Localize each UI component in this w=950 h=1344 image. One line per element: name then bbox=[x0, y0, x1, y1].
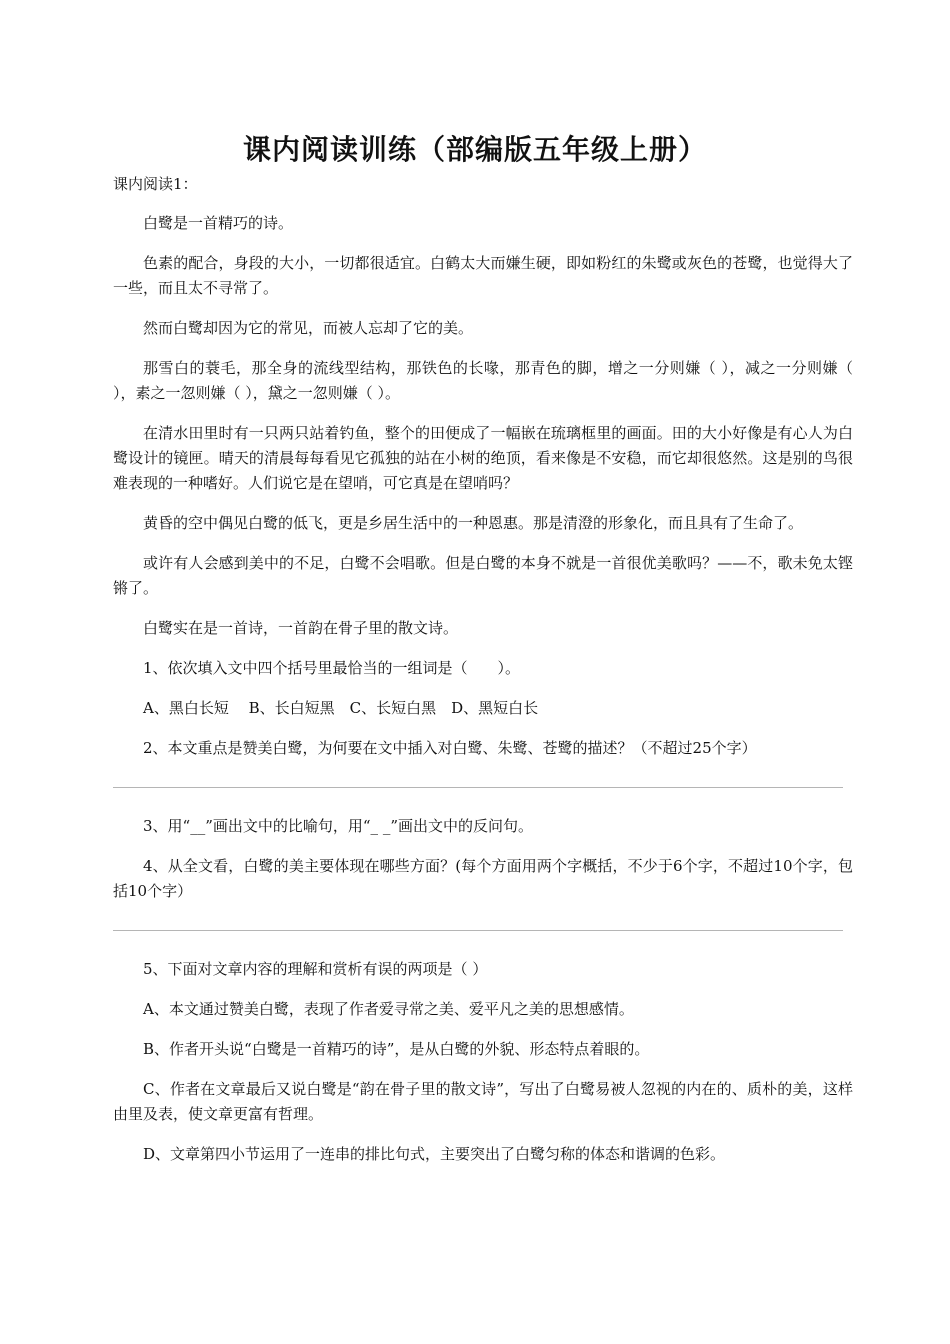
passage-paragraph-2: 色素的配合，身段的大小，一切都很适宜。白鹤太大而嫌生硬，即如粉红的朱鹭或灰色的苍鹭，也觉得大了一些，而且太不寻常了。 bbox=[113, 254, 853, 297]
answer-line-q4 bbox=[113, 930, 843, 931]
question-5-option-c: C、作者在文章最后又说白鹭是“韵在骨子里的散文诗”，写出了白鹭易被人忽视的内在的、质朴的美，这样由里及表，使文章更富有哲理。 bbox=[113, 1080, 853, 1123]
passage-paragraph-1: 白鹭是一首精巧的诗。 bbox=[143, 214, 294, 232]
question-5-option-a: A、本文通过赞美白鹭，表现了作者爱寻常之美、爱平凡之美的思想感情。 bbox=[143, 1000, 634, 1018]
passage-paragraph-8: 白鹭实在是一首诗，一首韵在骨子里的散文诗。 bbox=[143, 619, 459, 637]
question-1: 1、依次填入文中四个括号里最恰当的一组词是（ ）。 bbox=[143, 659, 521, 677]
page-title: 课内阅读训练（部编版五年级上册） bbox=[242, 133, 707, 166]
question-5-option-b: B、作者开头说“白鹭是一首精巧的诗”，是从白鹭的外貌、形态特点着眼的。 bbox=[143, 1040, 650, 1058]
passage-paragraph-7: 或许有人会感到美中的不足，白鹭不会唱歌。但是白鹭的本身不就是一首很优美歌吗？——不，歌未免太铿锵了。 bbox=[113, 554, 853, 597]
question-2: 2、本文重点是赞美白鹭，为何要在文中插入对白鹭、朱鹭、苍鹭的描述？（不超过25个字） bbox=[143, 739, 757, 757]
question-4: 4、从全文看，白鹭的美主要体现在哪些方面？(每个方面用两个字概括，不少于6个字，不超过10个字，包括10个字） bbox=[113, 857, 853, 900]
question-5-option-d: D、文章第四小节运用了一连串的排比句式，主要突出了白鹭匀称的体态和谐调的色彩。 bbox=[143, 1145, 726, 1163]
document-body bbox=[113, 172, 853, 1182]
question-5: 5、下面对文章内容的理解和赏析有误的两项是（ ） bbox=[143, 960, 488, 978]
section-label: 课内阅读1： bbox=[113, 175, 198, 193]
passage-paragraph-3: 然而白鹭却因为它的常见，而被人忘却了它的美。 bbox=[143, 319, 474, 337]
passage-paragraph-4: 那雪白的蓑毛，那全身的流线型结构，那铁色的长喙，那青色的脚，增之一分则嫌（ ），减之一分则嫌（ ），素之一忽则嫌（ ），黛之一忽则嫌（ ）。 bbox=[113, 359, 853, 402]
question-1-options: A、黑白长短 B、长白短黑 C、长短白黑 D、黑短白长 bbox=[143, 699, 539, 717]
passage-paragraph-5: 在清水田里时有一只两只站着钓鱼，整个的田便成了一幅嵌在琉璃框里的画面。田的大小好像是有心人为白鹭设计的镜匣。晴天的清晨每每看见它孤独的站在小树的绝顶，看来像是不安稳，而它却很悠然。这是别的鸟很难表现的一种嗜好。人们说它是在望哨，可它真是在望哨吗？ bbox=[113, 424, 853, 492]
answer-line-q2 bbox=[113, 787, 843, 788]
question-3: 3、用“__”画出文中的比喻句，用“_ _”画出文中的反问句。 bbox=[143, 817, 533, 835]
passage-paragraph-6: 黄昏的空中偶见白鹭的低飞，更是乡居生活中的一种恩惠。那是清澄的形象化，而且具有了生命了。 bbox=[143, 514, 804, 532]
